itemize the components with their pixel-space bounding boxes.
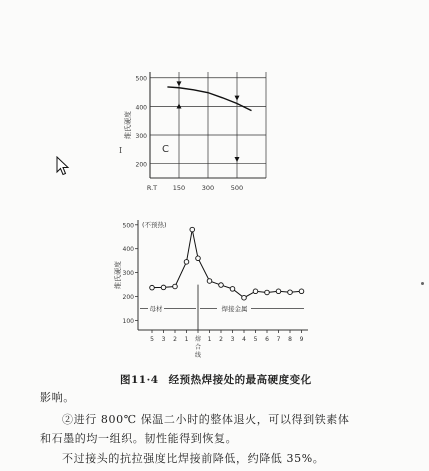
- curve-symbol: C: [162, 144, 169, 156]
- x-tick-label: 3: [161, 336, 166, 343]
- data-point: [219, 283, 224, 288]
- figure-number: 图11·4: [120, 374, 159, 386]
- body-line-1: 影响。: [40, 391, 75, 404]
- x-tick-label: 4: [242, 336, 246, 343]
- body-line-2: ②进行 800℃ 保温二小时的整体退火，可以得到铁素体: [62, 413, 350, 426]
- data-point: [242, 295, 247, 300]
- body-line-4: 不过接头的抗拉强度比焊接前降低，约降低 35%。: [62, 452, 325, 465]
- x-tick-label: 6: [265, 336, 269, 343]
- x-tick-label: 8: [288, 336, 292, 343]
- y-tick-label: 300: [135, 133, 147, 141]
- arrow-marker: [235, 96, 240, 101]
- chart-preheat-hardness: [118, 60, 278, 200]
- arrow-marker: [177, 104, 182, 109]
- x-tick-label: 1: [207, 336, 212, 343]
- y-tick-label: 200: [135, 161, 147, 169]
- y-tick-label: 200: [122, 294, 134, 302]
- x-tick-label: 7: [276, 336, 281, 343]
- y-tick-label: 500: [122, 222, 134, 230]
- x-tick-label: 300: [201, 184, 215, 192]
- chart-no-preheat-hardness: [108, 212, 318, 370]
- figure-title: 经预热焊接处的最高硬度变化: [168, 374, 312, 386]
- y-tick-label: 400: [122, 246, 134, 254]
- x-tick-label: R.T: [146, 184, 158, 192]
- y-tick-label: 400: [135, 104, 147, 112]
- x-tick-label: 9: [299, 336, 304, 343]
- data-point: [265, 290, 270, 295]
- margin-mark: I: [119, 146, 123, 155]
- chart-annotation: (不预热): [142, 221, 167, 230]
- data-point: [207, 279, 212, 284]
- data-point: [230, 287, 235, 292]
- data-point: [173, 284, 178, 289]
- data-point: [184, 260, 189, 265]
- data-point: [150, 285, 155, 290]
- x-tick-label: 1: [184, 336, 189, 343]
- margin-dot: [421, 282, 424, 285]
- x-tick-label: 500: [230, 184, 244, 192]
- x-tick-label: 3: [230, 336, 235, 343]
- x-tick-label: 合: [194, 344, 202, 351]
- x-tick-label: 150: [172, 184, 186, 192]
- data-point: [253, 289, 258, 294]
- data-point: [161, 285, 166, 290]
- y-tick-label: 300: [122, 270, 134, 278]
- data-point: [190, 227, 195, 232]
- mouse-cursor-icon: [56, 156, 70, 176]
- x-tick-label: 5: [150, 336, 154, 343]
- y-axis-label: 维氏硬度: [114, 261, 122, 289]
- region-label-base: 母材: [149, 304, 163, 313]
- arrow-marker: [177, 81, 182, 86]
- data-point: [196, 256, 201, 261]
- figure-caption: [120, 372, 312, 387]
- y-axis-label: 维氏硬度: [124, 111, 132, 139]
- x-tick-label: 5: [253, 336, 258, 343]
- data-point: [276, 289, 281, 294]
- x-tick-label: 2: [219, 336, 223, 343]
- data-point: [299, 289, 304, 294]
- x-tick-label: 线: [194, 352, 202, 359]
- region-label-weld: 焊接金属: [221, 304, 248, 313]
- body-line-3: 和石墨的均一组织。韧性能得到恢复。: [40, 432, 238, 445]
- data-point: [288, 290, 293, 295]
- y-tick-label: 500: [135, 75, 147, 83]
- x-tick-label: 熔: [194, 336, 202, 343]
- arrow-marker: [235, 157, 240, 162]
- y-tick-label: 100: [122, 317, 134, 325]
- x-tick-label: 2: [173, 336, 177, 343]
